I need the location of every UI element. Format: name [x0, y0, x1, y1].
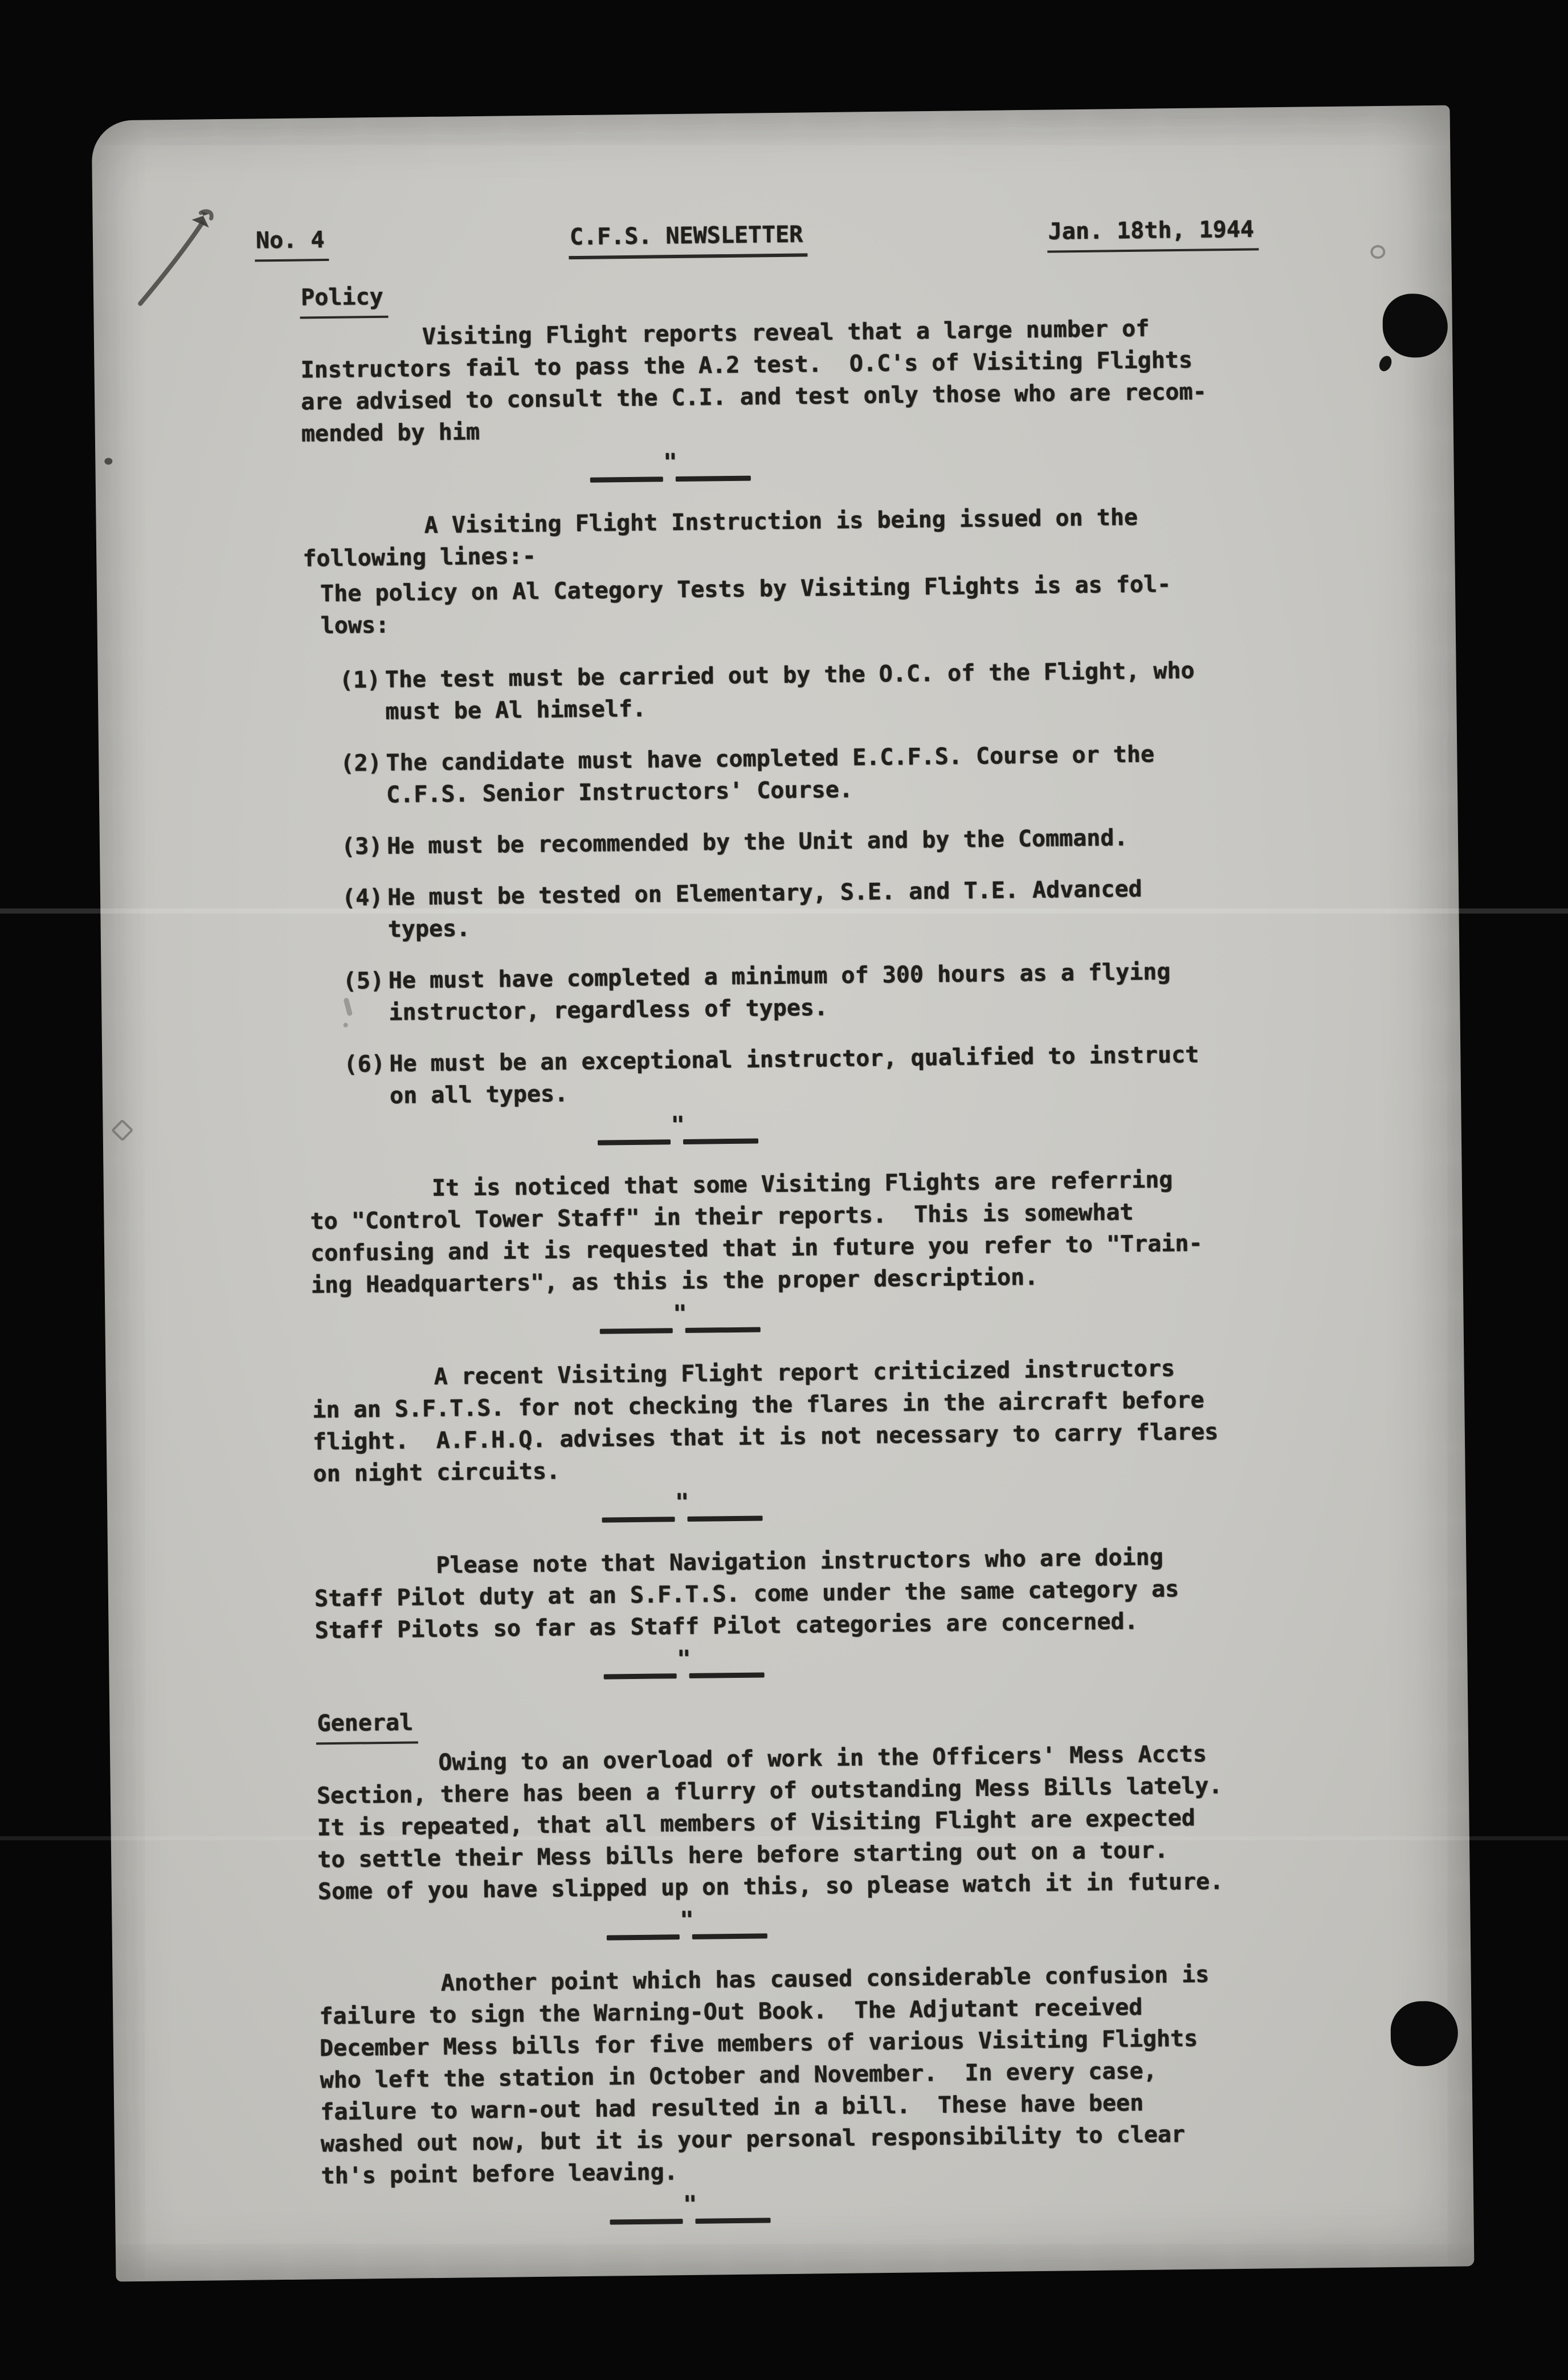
paragraph-line: The policy on Al Category Tests by Visiting Flights is as fol- — [320, 571, 1171, 608]
paragraph — [312, 1351, 1262, 1490]
document-header — [255, 213, 1259, 263]
ink-speck — [104, 458, 112, 464]
typewriter-separator — [309, 1107, 1259, 1149]
list-item-number: (3) — [341, 833, 383, 860]
paragraph-line: Section, there has been a flurry of outstanding Mess Bills lately. — [316, 1772, 1223, 1810]
paragraph-line: on night circuits. — [313, 1458, 561, 1488]
paragraph-line: failure to warn-out had resulted in a bill. These have been — [320, 2089, 1144, 2126]
list-item-number: (5) — [342, 967, 385, 995]
paragraph-line: Some of you have slipped up on this, so please watch it in future. — [317, 1868, 1224, 1905]
paragraph-line: December Mess bills for five members of various Visiting Flights — [319, 2025, 1198, 2062]
separator-quote-mark: " — [673, 1300, 687, 1327]
paragraph-line: A Visiting Flight Instruction is being issued on the — [424, 504, 1138, 539]
typewriter-separator — [321, 2186, 1271, 2228]
paragraph-line: ing Headquarters", as this is the proper description. — [311, 1264, 1039, 1299]
list-item-line: C.F.S. Senior Instructors' Course. — [386, 776, 854, 808]
list-item-line: The candidate must have completed E.C.F.S. Course or the — [386, 741, 1155, 776]
paragraph-line: It is repeated, that all members of Visiting Flight are expected — [317, 1804, 1195, 1841]
paragraph — [318, 1958, 1270, 2192]
paragraph-line: flight. A.F.H.Q. advises that it is not necessary to carry flares — [312, 1419, 1219, 1456]
paragraph-line: washed out now, but it is your personal responsibility to clear — [320, 2121, 1186, 2158]
margin-diamond-mark — [111, 1119, 134, 1142]
doc-number: No. 4 — [255, 224, 329, 262]
paragraph-line: Staff Pilots so far as Staff Pilot categories are concerned. — [315, 1608, 1138, 1644]
list-item — [306, 821, 1256, 863]
paragraph-line: to settle their Mess bills here before starting out on a tour. — [317, 1837, 1169, 1873]
hole-punch-top — [1382, 294, 1448, 358]
separator-dash — [685, 1327, 761, 1332]
paragraph-line: Please note that Navigation instructors who are doing — [436, 1544, 1163, 1579]
paragraph-line: to "Control Tower Staff" in their reports. This is somewhat — [310, 1199, 1134, 1235]
list-item — [308, 1038, 1258, 1113]
typewriter-separator — [313, 1484, 1263, 1526]
paragraph-line: following lines:- — [303, 543, 536, 572]
separator-dash — [695, 2218, 770, 2223]
list-item-number: (6) — [344, 1050, 385, 1078]
section-heading — [316, 1697, 1265, 1745]
list-item — [305, 737, 1255, 812]
typewriter-separator — [301, 444, 1251, 486]
separator-dash — [600, 1328, 673, 1334]
separator-quote-mark: " — [683, 2191, 697, 2218]
scanner-light-band — [0, 908, 1568, 914]
section-heading — [300, 271, 1250, 319]
paragraph-line: Staff Pilot duty at an S.F.T.S. come under the same category as — [314, 1576, 1179, 1612]
list-item-number: (2) — [340, 749, 382, 777]
doc-date: Jan. 18th, 1944 — [1047, 213, 1259, 252]
list-item-text — [385, 655, 1195, 728]
pencil-check-mark — [115, 166, 254, 339]
list-item-text — [387, 822, 1128, 862]
separator-dash — [602, 1517, 675, 1522]
page-title: C.F.S. NEWSLETTER — [569, 218, 808, 259]
paragraph-line: Another point which has caused considerable confusion is — [440, 1961, 1210, 1996]
separator-quote-mark: " — [671, 1111, 685, 1139]
list-item-line: He must be recommended by the Unit and by the Command. — [386, 825, 1128, 859]
list-item-line: instructor, regardless of types. — [389, 995, 828, 1026]
list-item-line: The test must be carried out by the O.C. of the Flight, who — [385, 657, 1195, 693]
paragraph-line: mended by him — [301, 418, 480, 447]
separator-quote-mark: " — [675, 1489, 689, 1516]
separator-dash — [590, 476, 663, 482]
list-item-number: (4) — [341, 884, 383, 911]
numbered-list — [304, 654, 1258, 1113]
separator-dash — [607, 1934, 680, 1940]
paragraph — [300, 312, 1251, 450]
scanner-light-band-faint — [0, 1836, 1568, 1840]
typewriter-separator — [311, 1295, 1261, 1338]
typewriter-separator — [318, 1901, 1268, 1943]
section-heading-text: Policy — [300, 281, 388, 319]
separator-quote-mark: " — [663, 449, 677, 476]
hole-punch-top-tail — [1377, 354, 1394, 373]
list-item-text — [389, 1039, 1199, 1112]
list-item-line: types. — [387, 915, 471, 943]
list-item-line: He must have completed a minimum of 300 hours as a flying — [388, 959, 1171, 994]
paragraph-line: A recent Visiting Flight report criticized instructors — [434, 1355, 1175, 1390]
list-item-number: (1) — [339, 666, 381, 694]
typed-content — [255, 214, 1271, 2253]
paragraph — [302, 500, 1252, 575]
paragraph-line: are advised to consult the C.I. and test only those who are recom- — [300, 378, 1207, 415]
paragraph-line: Instructors fail to pass the A.2 test. O.C's of Visiting Flights — [300, 347, 1193, 384]
paragraph — [310, 1163, 1260, 1302]
separator-dash — [676, 476, 751, 482]
paragraph-line: th's point before leaving. — [321, 2159, 678, 2190]
paragraph-line: Visiting Flight reports reveal that a large number of — [422, 315, 1150, 351]
paragraph-line: lows: — [320, 612, 390, 639]
paragraph — [303, 568, 1253, 642]
list-item-line: He must be tested on Elementary, S.E. and T.E. Advanced — [387, 875, 1142, 911]
paragraph — [316, 1737, 1267, 1908]
paragraph-line: confusing and it is requested that in future you refer to "Train- — [310, 1230, 1203, 1267]
paragraph-line: It is noticed that some Visiting Flights are referring — [431, 1167, 1173, 1201]
typewriter-separator — [315, 1640, 1265, 1682]
separator-dash — [604, 1673, 677, 1679]
list-item-text — [388, 956, 1171, 1029]
separator-dash — [687, 1515, 762, 1521]
list-item-line: He must be an exceptional instructor, qualified to instruct — [389, 1041, 1199, 1077]
paper-speck-ring — [1370, 245, 1385, 259]
separator-quote-mark: " — [680, 1906, 694, 1934]
list-item-line: on all types. — [389, 1081, 569, 1109]
separator-dash — [610, 2219, 683, 2224]
paragraph-line: in an S.F.T.S. for not checking the flares in the aircraft before — [312, 1387, 1204, 1424]
paragraph-line: who left the station in October and November. In every case, — [320, 2057, 1157, 2094]
separator-quote-mark: " — [676, 1645, 691, 1673]
hole-punch-bottom — [1390, 2001, 1458, 2067]
document-body — [300, 271, 1271, 2228]
paragraph — [314, 1540, 1264, 1647]
list-item — [307, 955, 1257, 1030]
separator-dash — [689, 1672, 765, 1678]
separator-dash — [692, 1933, 767, 1939]
document-page — [92, 105, 1475, 2282]
paragraph-line: Owing to an overload of work in the Officers' Mess Accts — [438, 1741, 1207, 1776]
list-item-line: must be Al himself. — [385, 695, 647, 725]
separator-dash — [683, 1138, 758, 1144]
separator-dash — [598, 1139, 671, 1145]
paragraph-line: failure to sign the Warning-Out Book. The Adjutant received — [319, 1994, 1143, 2030]
list-item-text — [386, 739, 1155, 811]
section-heading-text: General — [316, 1706, 418, 1745]
list-item — [304, 654, 1253, 729]
